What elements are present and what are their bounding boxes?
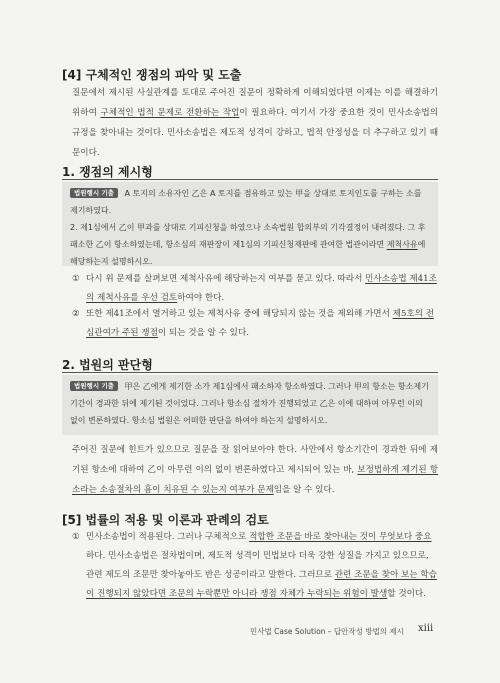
emphasis-underline: 제척사유 bbox=[386, 240, 418, 249]
section-divider bbox=[62, 372, 438, 373]
section-4-paragraph: 질문에서 제시된 사실관계를 토대로 주어진 질문이 정확하게 이해되었다면 이제는 이를 해결하기 위하여 구체적인 법적 문제로 전환하는 작업이 필요하다. 여기서 가장 중요한 것이 민사소송법의 규정을 찾아내는 것이다. 민사소송법은 제도적 성격이 강하고, 법적 안정성을 더 추구하고 있기 때문이다. bbox=[72, 88, 438, 158]
section-divider bbox=[62, 179, 438, 180]
section-5-title: [5] 법률의 적용 및 이론과 판례의 검토 bbox=[62, 513, 269, 527]
page-number: xiii bbox=[418, 623, 434, 634]
exam-question-box-2: 법원행시 기출 甲은 乙에게 제기한 소가 제1심에서 패소하자 항소하였다. 그러나 甲의 항소는 항소제기기간이 경과한 뒤에 제기된 것이었다. 그러나 항소심 절차가 진행되었고 乙은 이에 대하여 아무런 이의 없이 변론하였다. 항소심 법원은 어떠한 판단을 하여야 하는지 설명하시오. bbox=[62, 375, 438, 435]
exam-badge: 법원행시 기출 bbox=[70, 188, 118, 198]
section-2-paragraph: 주어진 질문에 힌트가 있으므로 질문을 잘 읽어보아야 한다. 사안에서 항소기간이 경과한 뒤에 제기된 항소에 대하여 乙이 아무런 이의 없이 변론하였다고 제시되어 있는 바, 보정법하게 제기된 항소라는 소송절차의 흠이 치유된 수 있는지 여부가 문제임을 알 수 있다. bbox=[72, 445, 439, 495]
section-4-title: [4] 구체적인 쟁점의 파악 및 도출 bbox=[62, 68, 242, 82]
running-footer: 민사법 Case Solution – 답안작성 방법의 제시 bbox=[250, 627, 404, 636]
exam-question-box-1: 법원행시 기출 A 토지의 소유자인 乙은 A 토지를 점유하고 있는 甲을 상대로 토지인도를 구하는 소를 제기하였다. 2. 제1심에서 乙이 甲과를 상대로 기피신청을 하였으나 소속법원 합의부의 기각결정이 내려졌다. 그 후 패소한 乙이 항소하였는데, 항소심의 재판장이 제1심의 기피신청재판에 관여한 법관이라면 제척사유에 해당하는지 설명하시오. bbox=[62, 182, 438, 266]
list-item: ① 민사소송법이 적용된다. 그러나 구체적으로 적합한 조문을 바로 찾아내는 것이 무엇보다 중요하다. 민사소송법은 절차법이며, 제도적 성격이 민법보다 더욱 강한 성질을 가지고 있으므로, 관련 제도의 조문만 찾아놓아도 반은 성공이라고 말한다. 그러므로 관련 조문을 찾아 보는 학습이 진행되지 않았다면 조문의 누락뿐만 아니라 쟁점 자체가 누락되는 위험이 발생할 것이다. bbox=[72, 532, 437, 599]
emphasis-underline: 제5호의 전심관여가 주된 쟁점 bbox=[86, 309, 435, 338]
list-item: ② 또한 제41조에서 열거하고 있는 제척사유 중에 해당되지 않는 것을 제외해 가면서 제5호의 전심관여가 주된 쟁점이 되는 것을 알 수 있다. bbox=[72, 309, 435, 338]
exam-badge: 법원행시 기출 bbox=[70, 381, 118, 391]
emphasis-underline: 구체적인 법적 문제로 전환하는 작업 bbox=[100, 108, 240, 118]
list-item: ① 다시 위 문제를 살펴보면 제척사유에 해당하는지 여부를 묻고 있다. 따라서 민사소송법 제41조의 제척사유를 우선 검토하여야 한다. bbox=[72, 274, 437, 303]
section-2-title: 2. 법원의 판단형 bbox=[62, 358, 153, 372]
section-1-title: 1. 쟁점의 제시형 bbox=[62, 165, 153, 179]
emphasis-underline: 보정법하게 제기된 항소라는 소송절차의 흠이 치유된 수 있는지 여부가 문제 bbox=[72, 465, 439, 495]
emphasis-underline: 적합한 조문을 바로 찾아내는 것이 무엇보다 중요 bbox=[249, 532, 432, 542]
emphasis-underline: 관련 조문을 찾아 보는 학습이 진행되지 않았다면 조문의 누락뿐만 아니라 쟁점 자체가 누락되는 위험이 발생 bbox=[86, 570, 437, 599]
emphasis-underline: 민사소송법 제41조의 제척사유를 우선 검토 bbox=[86, 274, 437, 303]
